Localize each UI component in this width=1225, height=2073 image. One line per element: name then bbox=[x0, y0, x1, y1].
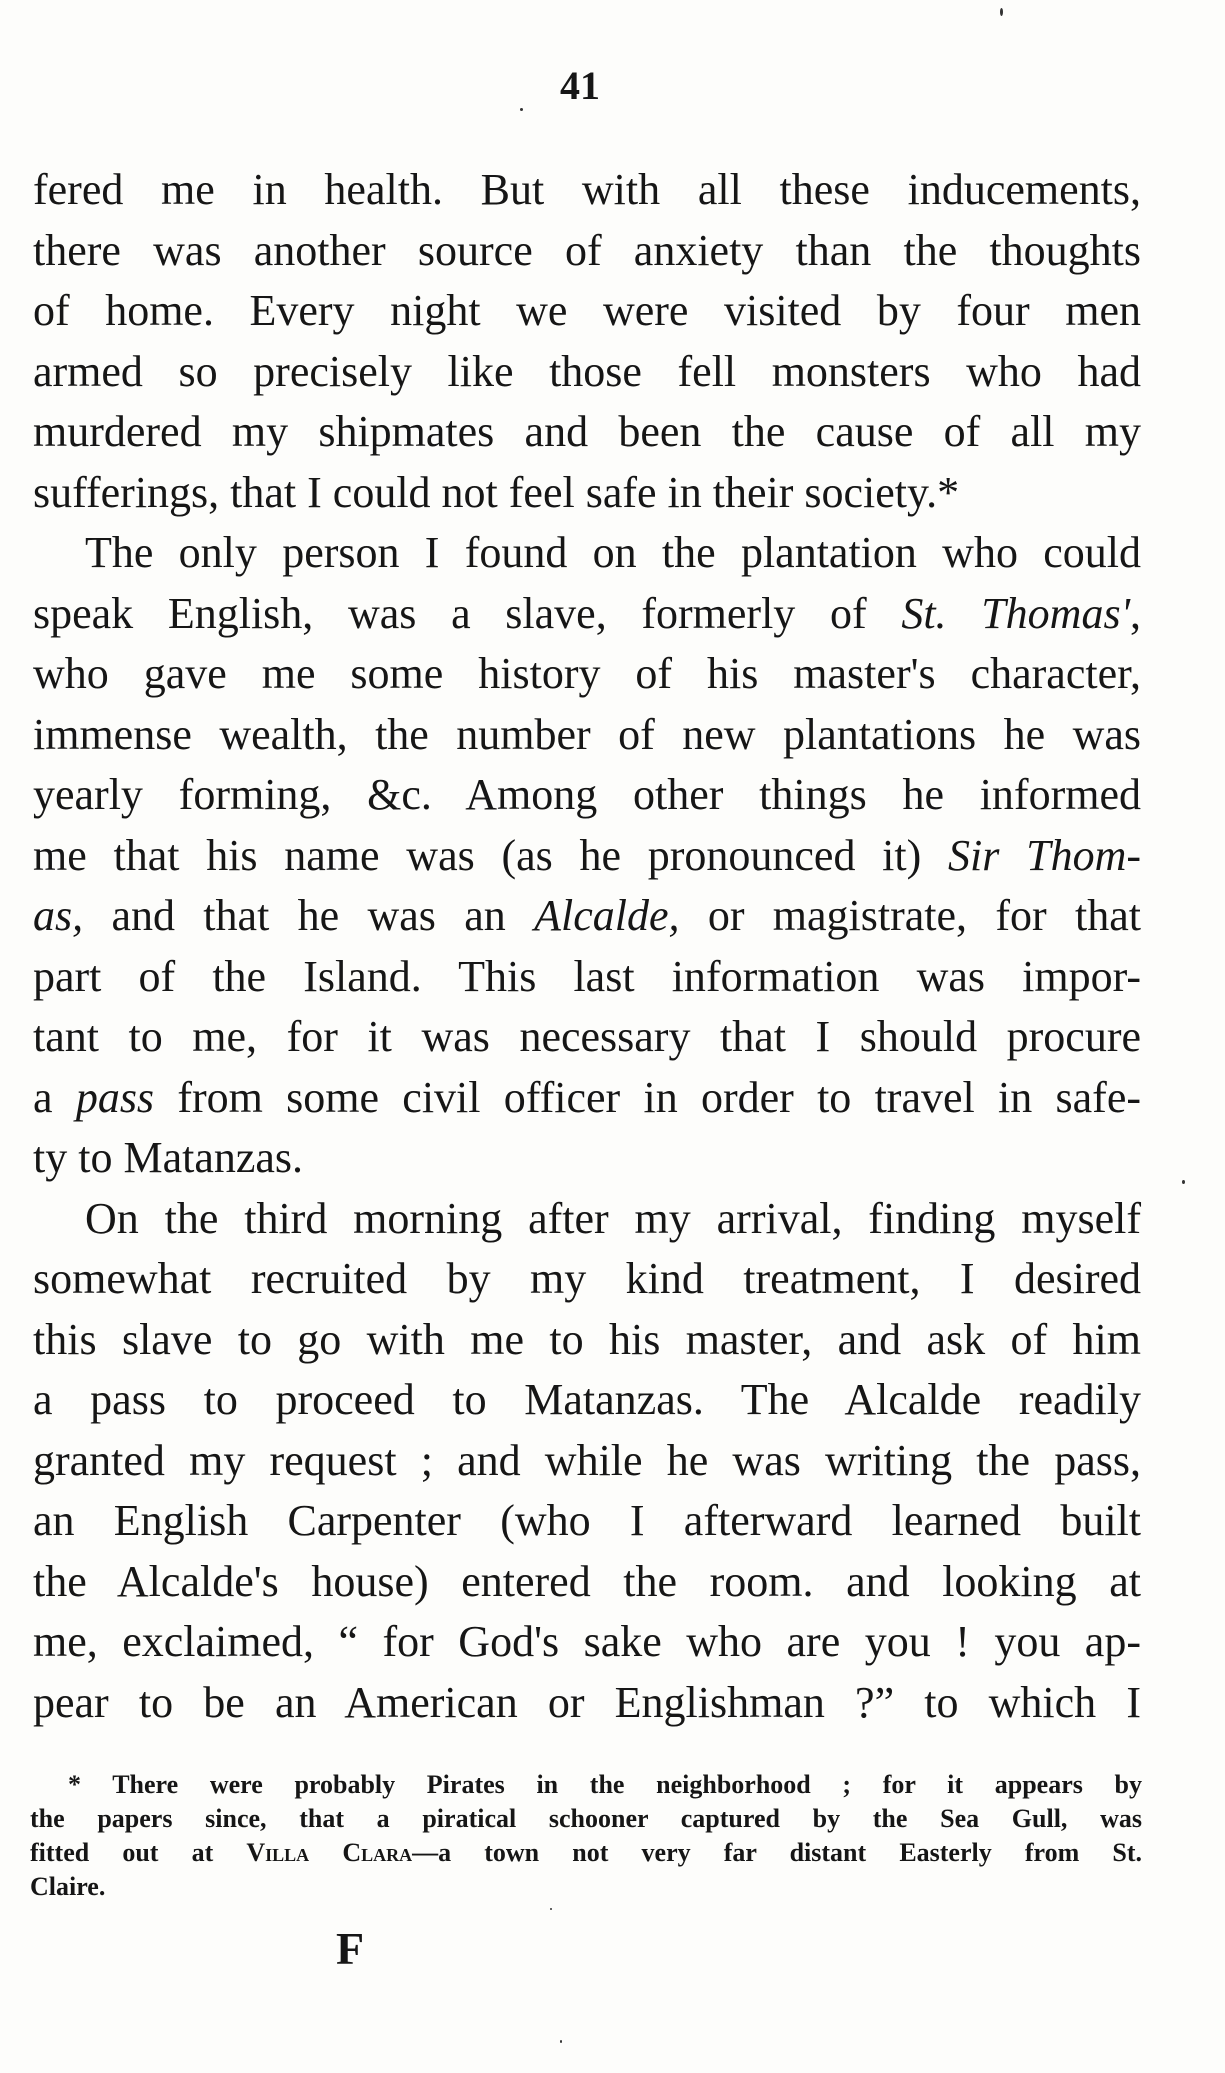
text-line: speak English, was a slave, formerly of St. Thomas', bbox=[33, 588, 1141, 638]
text-line: a pass to proceed to Matanzas. The Alcalde readily bbox=[33, 1375, 1141, 1424]
text-line: sufferings, that I could not feel safe in their society.* bbox=[33, 467, 960, 517]
text-line: yearly forming, &c. Among other things he informed bbox=[33, 770, 1141, 819]
text-line: an English Carpenter (who I afterward learned built bbox=[33, 1496, 1141, 1545]
paper-speck bbox=[560, 2040, 562, 2043]
text-line: On the third morning after my arrival, finding myself bbox=[85, 1193, 1141, 1243]
paper-speck bbox=[550, 1908, 552, 1910]
signature-mark: F bbox=[335, 1923, 365, 1974]
text-line: this slave to go with me to his master, and ask of him bbox=[33, 1314, 1141, 1364]
text-line: pear to be an American or Englishman ?” to which I bbox=[33, 1677, 1141, 1727]
text-line: tant to me, for it was necessary that I should procure bbox=[33, 1012, 1141, 1061]
text-line: murdered my shipmates and been the cause of all my bbox=[33, 407, 1141, 456]
footnote-line: Claire. bbox=[30, 1872, 106, 1901]
text-line: as, and that he was an Alcalde, or magistrate, for that bbox=[33, 891, 1141, 940]
text-line: immense wealth, the number of new plantations he was bbox=[33, 709, 1141, 759]
text-line: me that his name was (as he pronounced it) Sir Thom- bbox=[33, 830, 1142, 880]
paper-speck bbox=[1000, 8, 1003, 16]
text-line: a pass from some civil officer in order to travel in safe- bbox=[33, 1072, 1141, 1122]
text-line: there was another source of anxiety than the thoughts bbox=[33, 225, 1141, 275]
text-line: granted my request ; and while he was writing the pass, bbox=[33, 1435, 1141, 1485]
paper-speck bbox=[520, 108, 523, 111]
footnote-line: fitted out at Villa Clara—a town not very far distant Easterly from St. bbox=[30, 1838, 1143, 1867]
text-line: of home. Every night we were visited by four men bbox=[33, 286, 1141, 335]
text-line: part of the Island. This last information was impor- bbox=[33, 951, 1141, 1001]
text-line: armed so precisely like those fell monsters who had bbox=[33, 346, 1141, 396]
body-text bbox=[33, 160, 1141, 1733]
paper-speck bbox=[1182, 1180, 1185, 1184]
footnote-line: the papers since, that a piratical schooner captured by the Sea Gull, was bbox=[30, 1804, 1142, 1833]
text-line: ty to Matanzas. bbox=[33, 1133, 304, 1182]
text-line: fered me in health. But with all these inducements, bbox=[33, 165, 1141, 214]
text-line: The only person I found on the plantation who could bbox=[85, 528, 1141, 577]
text-line: who gave me some history of his master's character, bbox=[33, 649, 1141, 698]
footnote-line: * There were probably Pirates in the neighborhood ; for it appears by bbox=[68, 1770, 1142, 1799]
page-number: 41 bbox=[560, 63, 600, 108]
text-line: somewhat recruited by my kind treatment, I desired bbox=[33, 1254, 1141, 1303]
text-line: the Alcalde's house) entered the room. and looking at bbox=[33, 1556, 1141, 1606]
footnote bbox=[30, 1768, 1142, 1904]
text-line: me, exclaimed, “ for God's sake who are you ! you ap- bbox=[33, 1617, 1141, 1666]
